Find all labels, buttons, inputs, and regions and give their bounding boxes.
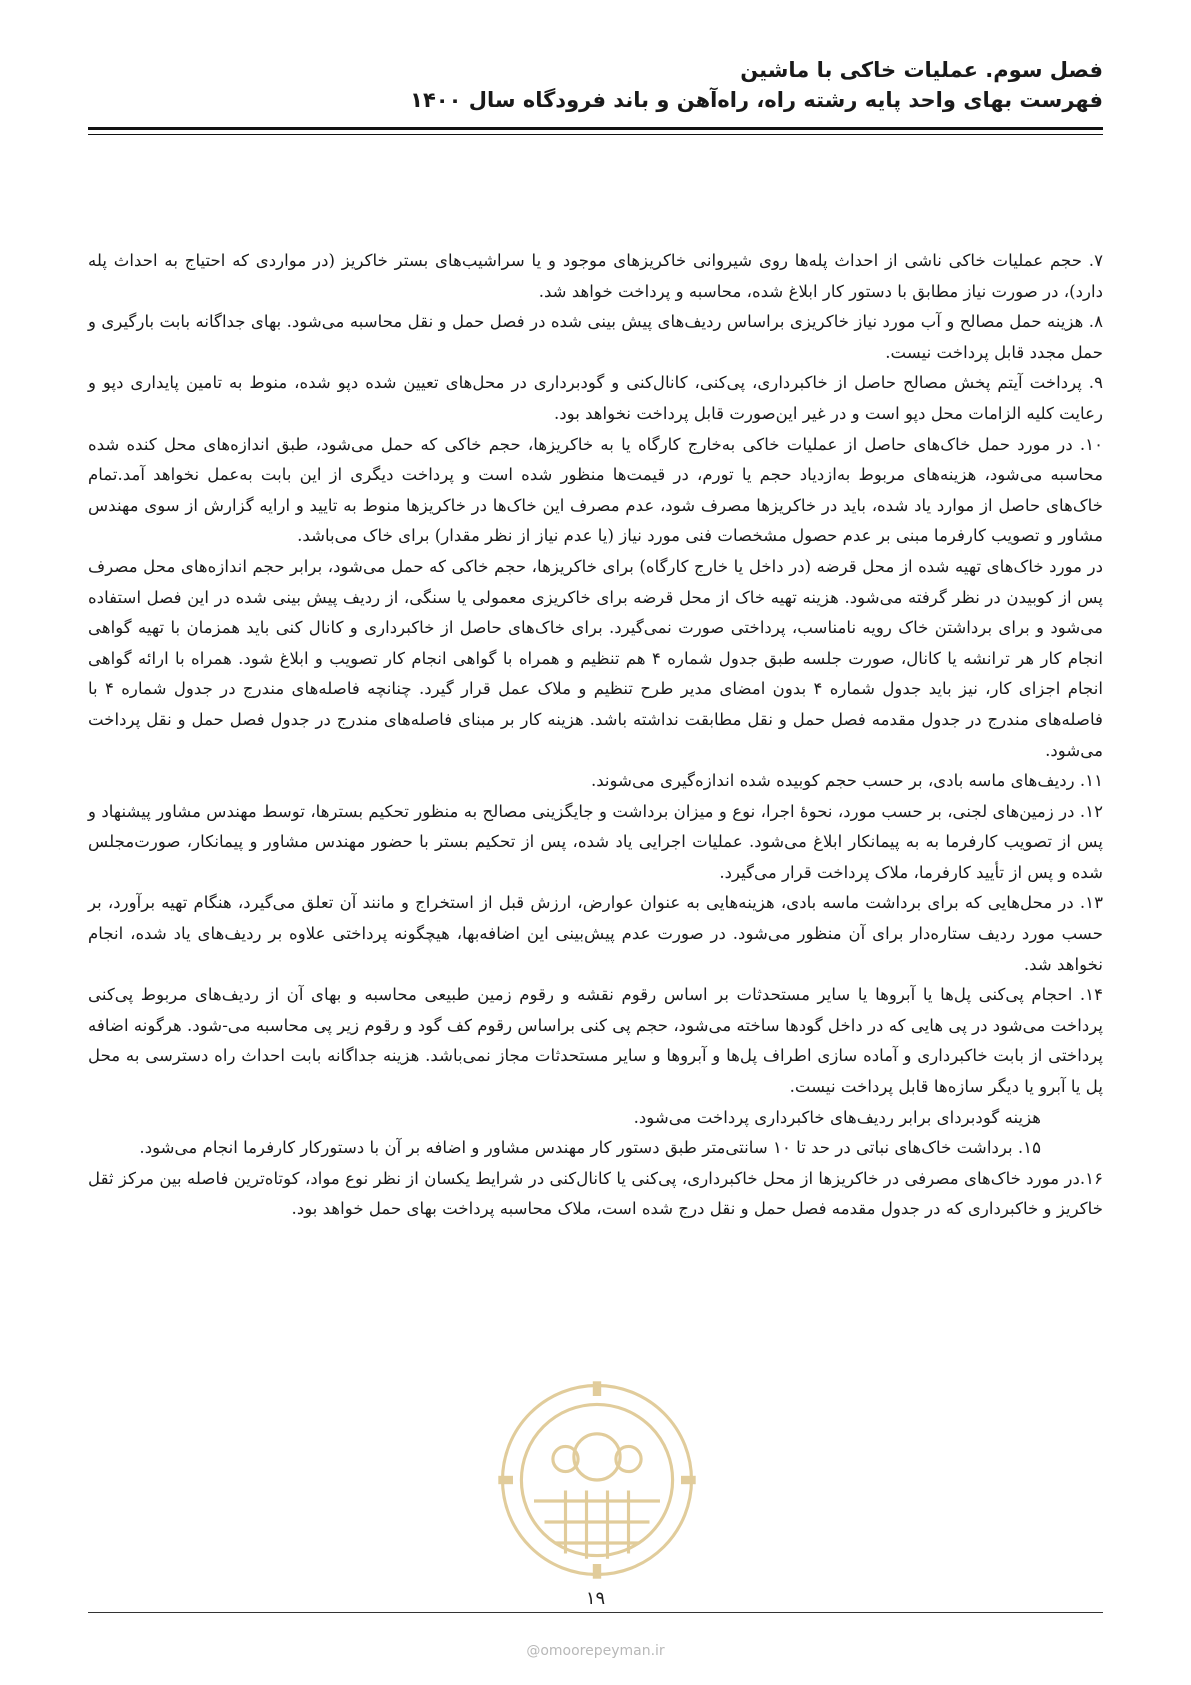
list-title: فهرست بهای واحد پایه رشته راه، راه‌آهن و باند فرودگاه سال ۱۴۰۰ [410, 88, 1103, 112]
chapter-title: فصل سوم. عملیات خاکی با ماشین [740, 58, 1103, 82]
footer-rule [88, 1612, 1103, 1613]
paragraph-15: ۱۵. برداشت خاک‌های نباتی در حد تا ۱۰ سانتی‌متر طبق دستور کار مهندس مشاور و اضافه بر آن با دستورکار کارفرما انجام می‌شود. [139, 1138, 1041, 1158]
paragraph-excavation-cost: هزینه گودبرداى برابر ردیف‌های خاکبرداری پرداخت می‌شود. [633, 1107, 1041, 1127]
paragraph-10: ۱۰. در مورد حمل خاک‌های حاصل از عملیات خاکی به‌خارج کارگاه یا به خاکریزها، حجم خاکی که حمل می‌شود، طبق اندازه‌های محل کنده شده محاسبه می‌شود، هزینه‌های مربوط به‌ازدیاد حجم یا تورم، در قیمت‌ها منظور شده است و پرداخت دیگری از این بابت به‌عمل نخواهد آمد.تمام خاک‌های حاصل از موارد یاد شده، باید در خاکریزها مصرف شود، عدم مصرف این خاک‌ها در خاکریزها منوط به تایید و ارایه گزارش از سوی مهندس مشاور و تصویب کارفرما مبنی بر عدم حصول مشخصات فنی مورد نیاز (یا عدم نیاز از نظر مقدار) برای خاک می‌باشد. [88, 434, 1103, 546]
paragraph-8: ۸. هزینه حمل مصالح و آب مورد نیاز خاکریزی براساس ردیف‌های پیش بینی شده در فصل حمل و نقل محاسبه می‌شود. بهای جداگانه بابت بارگیری و حمل مجدد قابل پرداخت نیست. [88, 312, 1103, 362]
header-rule-thin [88, 134, 1103, 135]
golden-seal-watermark-icon [492, 1375, 702, 1585]
paragraph-14: ۱۴. احجام پی‌کنی پل‌ها یا آبروها یا سایر مستحدثات بر اساس رقوم نقشه و رقوم زمین طبیعی محاسبه و بهای آن از ردیف‌های مربوط پی‌کنی پرداخت می‌شود در پی هایی که در داخل گودها ساخته می‌شود، حجم پی کنی براساس رقوم کف گود و رقوم زیر پی محاسبه می-شود. هرگونه اضافه پرداختی از بابت خاکبرداری و آماده سازی اطراف پل‌ها و آبروها و سایر مستحدثات مجاز نمی‌باشد. هزینه جداگانه بابت احداث راه دسترسی به محل پل یا آبرو یا دیگر سازه‌ها قابل پرداخت نیست. [88, 985, 1103, 1097]
paragraph-11: ۱۱. ردیف‌های ماسه بادی، بر حسب حجم کوبیده شده اندازه‌گیری می‌شوند. [590, 771, 1103, 791]
header-rule-thick [88, 127, 1103, 130]
paragraph-9: ۹. پرداخت آیتم پخش مصالح حاصل از خاکبرداری، پی‌کنی، کانال‌کنی و گودبرداری در محل‌های تعیین شده دپو شده، منوط به تامین پایداری دپو و رعایت کلیه الزامات محل دپو است و در غیر این‌صورت قابل پرداخت نخواهد بود. [88, 373, 1103, 423]
paragraph-16: ۱۶.در مورد خاک‌های مصرفی در خاکریزها از محل خاکبرداری، پی‌کنی یا کانال‌کنی در شرایط یکسان از نظر نوع مواد، کوتاه‌ترین فاصله بین مرکز ثقل خاکریز و خاکبرداری که در جدول مقدمه فصل حمل و نقل درج شده است، ملاک محاسبه پرداخت بهای حمل خواهد بود. [88, 1168, 1103, 1219]
page-header [88, 55, 1103, 115]
paragraph-13: ۱۳. در محل‌هایی که برای برداشت ماسه بادی، هزینه‌هایی به عنوان عوارض، ارزش قبل از استخراج و مانند آن تعلق می‌گیرد، هنگام تهیه برآورد، بر حسب مورد ردیف ستاره‌دار برای آن منظور می‌شود. در صورت عدم پیش‌بینی این اضافه‌بها، هیچگونه پرداختی علاوه بر ردیف‌های یاد شده، انجام نخواهد شد. [88, 893, 1103, 974]
paragraph-12: ۱۲. در زمین‌های لجنی، بر حسب مورد، نحوهٔ اجرا، نوع و میزان برداشت و جایگزینی مصالح به منظور تحکیم بسترها، توسط مهندس مشاور پیشنهاد و پس از تصویب کارفرما به به پیمانکار ابلاغ می‌شود. عملیات اجرایی یاد شده، پس از تحکیم بستر با حضور مهندس مشاور و پیمانکار، صورت‌مجلس شده و پس از تأیید کارفرما، ملاک پرداخت قرار می‌گیرد. [88, 801, 1103, 882]
paragraph-borrow-soil: در مورد خاک‌های تهیه شده از محل قرضه (در داخل یا خارج کارگاه) برای خاکریزها، حجم خاکی که حمل می‌شود، برابر حجم اندازه‌های محل مصرف پس از کوبیدن در نظر گرفته می‌شود. هزینه تهیه خاک از محل قرضه برای خاکریزی معمولی یا سنگی، از ردیف پیش بینی شده در این فصل استفاده می‌شود و برای برداشتن خاک رویه نامناسب، پرداختی صورت نمی‌گیرد. برای خاک‌های حاصل از خاکبرداری و کانال کنی باید همزمان با تهیه گواهی انجام کار هر ترانشه یا کانال، صورت جلسه طبق جدول شماره ۴ هم تنظیم و همراه با گواهی انجام کار تصویب و ابلاغ شود. همراه با ارائه گواهی انجام اجزای کار، نیز باید جدول شماره ۴ بدون امضای مدیر طرح تنظیم و ملاک عمل قرار گیرد. چنانچه فاصله‌های مندرج در جدول شماره ۴ با فاصله‌های مندرج در جدول مقدمه فصل حمل و نقل مطابقت نداشته باشد. هزینه کار بر مبنای فاصله‌های مندرج در جدول فصل حمل و نقل پرداخت می‌شود. [88, 556, 1103, 760]
paragraph-7: ۷. حجم عملیات خاکی ناشی از احداث پله‌ها روی شیروانی خاکریزهای موجود و یا سراشیب‌های بستر خاکریز (در مواردی که احتیاج به احداث پله دارد)، در صورت نیاز مطابق با دستور کار ابلاغ شده، محاسبه و پرداخت خواهد شد. [88, 251, 1103, 301]
page-number: ۱۹ [585, 1588, 606, 1609]
watermark-url: @omoorepeyman.ir [526, 1643, 665, 1659]
body-text [88, 246, 1103, 1225]
